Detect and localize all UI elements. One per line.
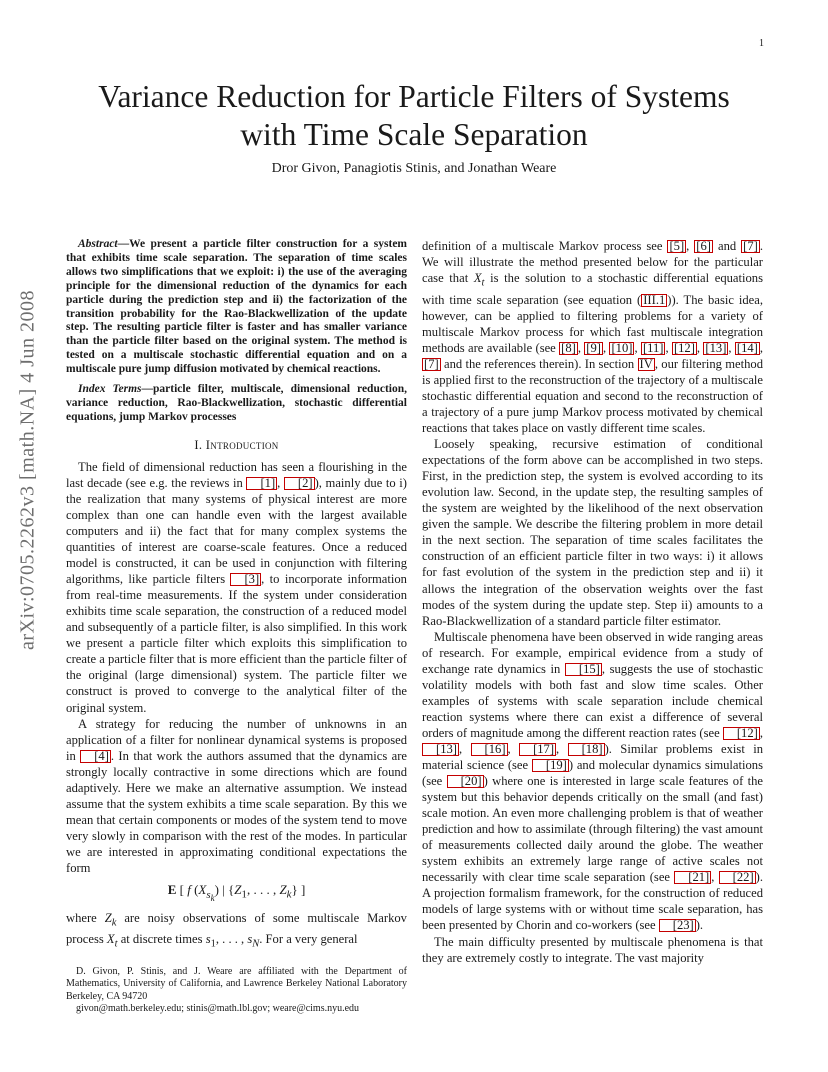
text-run: , (602, 340, 610, 355)
abstract-lead: Abstract (78, 238, 118, 250)
text-run: ) where one is interested in large scale features of the system but this behavior depends critically on the small (and fast) scale motion. An even more challenging problem is that of weather prediction and how to assimilate (through filtering) the vast amount of measurements collected daily around the globe. The weather system exhibits an extremely large range of active scales not necessarily with clear time scale separation (see (422, 774, 764, 885)
text-run: , (759, 340, 764, 355)
text-run: ). Similar problems exist in material science (see (422, 741, 764, 773)
citation-link[interactable]: [15] (565, 663, 602, 676)
paper-title (60, 78, 768, 154)
section-title: Introduction (205, 437, 279, 452)
intro-paragraph-5: Loosely speaking, recursive estimation of conditional expectations of the form above can be accomplished in two steps. First, in the prediction step, the system is evolved according to its evolution law. Second, in the update step, the resulting samples of the system are weighted by the likelihood of the next observation given the sample. We describe the filtering problem in more detail in the next section. The separation of time scales facilitates the construction of an efficient particle filter in two ways: i) it allows for fast evolution of the system in the prediction step and ii) it allows the integration of the observation weights over the fast modes of the system during the update step. Step ii) amounts to a Rao-Blackwellization of a standard particle filter estimator. (422, 437, 763, 628)
citation-link[interactable]: [14] (736, 340, 758, 355)
citation-link[interactable]: [8] (561, 340, 576, 355)
footnote-affiliation: D. Givon, P. Stinis, and J. Weare are affiliated with the Department of Mathematics, University of California, and Lawrence Berkeley National Laboratory Berkeley, CA 94720 (66, 966, 407, 1002)
text-run: ), mainly due to i) the realization that many systems of physical interest are more complex than one can handle even with the largest available computers and ii) the fact that for many complex systems the quantities of interest are coarse-scale features. Once a reduced model is constructed, it can be used in conjunction with filtering algorithms, like particle filters (66, 475, 407, 587)
text-run: , (696, 340, 704, 355)
intro-paragraph-6 (422, 629, 763, 934)
footnote (66, 966, 407, 1016)
text-run: and (712, 239, 742, 253)
citation-link[interactable]: [2] (284, 477, 315, 490)
section-link[interactable]: IV (639, 356, 653, 371)
text-run: ). A projection formalism framework, for the construction of reduced models of large systems with or without time scale separation, has been presented by Chorin and co-workers (see (422, 870, 763, 933)
citation-link[interactable]: [6] (696, 239, 711, 253)
math-xt: $X_t$ (473, 271, 485, 289)
text-run: , (711, 870, 719, 885)
text-run: )). The basic idea, however, can be applied to filtering problems for a variety of multiscale Markov process for which fast multiscale integration methods are available (see (422, 292, 763, 355)
text-run: , (728, 340, 735, 355)
text-run: is the solution to a stochastic differential equations with time scale separation (see equation ( (422, 271, 763, 307)
citation-link[interactable]: [23] (659, 919, 696, 932)
citation-link[interactable]: [13] (705, 340, 727, 355)
text-run: ). (695, 918, 704, 933)
math-zk: $Z_k$ (104, 910, 117, 929)
citation-link[interactable]: [22] (719, 871, 756, 884)
text-run: at discrete times (117, 932, 206, 947)
text-run: , (507, 741, 520, 756)
index-terms-text: —particle filter, multiscale, dimensional reduction, variance reduction, Rao-Blackwellization, stochastic differential equations, jump Markov processes (66, 383, 408, 423)
math-xt: $X_t$ (106, 932, 118, 950)
arxiv-stamp-text: arXiv:0705.2262v3 [math.NA] 4 Jun 2008 (16, 289, 39, 651)
abstract (66, 238, 407, 377)
citation-link[interactable]: [18] (568, 743, 605, 756)
text-run: , (634, 340, 641, 355)
citation-link[interactable]: [19] (532, 759, 569, 772)
text-run: . We will illustrate the method presented below for the particular case that (422, 239, 763, 286)
intro-paragraph-3: where $Z_k$ are noisy observations of some multiscale Markov process $X_t$ at discrete times $s_1$, . . . , $s_N$. For a very general (66, 910, 407, 950)
authors: Dror Givon, Panagiotis Stinis, and Jonathan Weare (271, 161, 557, 176)
citation-link[interactable]: [13] (422, 743, 459, 756)
text-run: , (277, 475, 284, 490)
text-run: , (665, 340, 672, 355)
text-run: where (66, 910, 105, 925)
text-run: , (759, 725, 763, 740)
citation-link[interactable]: [12] (673, 340, 695, 355)
citation-link[interactable]: [16] (471, 743, 508, 756)
citation-link[interactable]: [12] (723, 727, 760, 740)
citation-link[interactable]: [7] (743, 239, 758, 253)
text-run: . For a very general (259, 932, 358, 947)
citation-link[interactable]: [7] (424, 356, 439, 371)
index-terms-lead: Index Terms (78, 383, 142, 396)
text-run: , our filtering method is applied first to the reconstruction of the trajectory of a multiscale stochastic differential equation and second to the reconstruction of a trajectory of a pure jump Markov process motivated by chemical reactions that takes place on vastly different time scales. (422, 356, 763, 436)
text-run: are noisy observations of some multiscale Markov process (66, 910, 407, 947)
math-s: s (205, 932, 211, 947)
equation-conditional-expectation: E [ f $(X_{s_k})$ | {$Z_1$, . . . , $Z_k$} ] (167, 882, 306, 903)
citation-link[interactable]: [5] (669, 239, 685, 253)
text-run: , suggests the use of stochastic volatility models with both fast and slow time scales. Other examples of systems with scale separation include chemical reaction systems where there can exist a difference of several orders of magnitude among the different reaction rates (see (422, 661, 763, 740)
text-run: definition of a multiscale Markov process see (422, 239, 668, 253)
text-run: , to incorporate information from real-time measurements. If the system under consideration exhibits time scale separation, the construction of a reduced model and subsequently of a particle filter, is also simplified. In this work we present a particle filter which exploits this simplification to create a particle filter that is more efficient than the particle filter of the original (large dimensional) system. The particle filter we construct is proved to converge to the analytical filter of the original system. (66, 572, 407, 715)
citation-link[interactable]: [20] (447, 775, 484, 788)
citation-link[interactable]: [4] (80, 750, 111, 763)
left-column (66, 238, 407, 953)
citation-link[interactable]: [10] (611, 340, 633, 355)
intro-paragraph-2 (66, 716, 407, 876)
citation-link[interactable]: [11] (642, 340, 664, 355)
citation-link[interactable]: [17] (519, 743, 556, 756)
citation-link[interactable]: [1] (246, 477, 277, 490)
abstract-text: —We present a particle filter construction for a system that exhibits time scale separation. The separation of time scales allows two simplifications that we exploit: i) the use of the averaging principle for the dimensional reduction of the dynamics for each particle during the prediction step and ii) the factorization of the transition probability for the Rao-Blackwellization of the update step. The resulting particle filter is faster and has smaller variance than the particle filter based on the original system. The method is tested on a multiscale stochastic differential equation and on a multiscale pure jump diffusion motivated by chemical reactions. (66, 238, 407, 376)
text-run: , (556, 741, 568, 756)
citation-link[interactable]: [3] (230, 573, 261, 586)
title-line-2: with Time Scale Separation (240, 117, 588, 152)
citation-link[interactable]: [9] (586, 340, 601, 355)
citation-link[interactable]: [21] (674, 871, 711, 884)
text-run: , (686, 239, 695, 253)
text-run: , (458, 741, 471, 756)
right-column (422, 238, 763, 966)
index-terms (66, 383, 407, 425)
intro-paragraph-4 (422, 238, 763, 436)
text-run: ) and molecular dynamics simulations (see (422, 758, 764, 789)
intro-paragraph-1 (66, 459, 407, 716)
text-run: and the references therein). In section (440, 356, 638, 371)
equation-link[interactable]: III.1 (643, 292, 666, 307)
page-number: 1 (759, 38, 764, 49)
intro-paragraph-7: The main difficulty presented by multiscale phenomena is that they are extremely costly to integrate. The vast majority (422, 934, 763, 965)
section-number: I. (194, 437, 206, 452)
section-heading-introduction (66, 437, 407, 453)
text-run: , (577, 340, 585, 355)
footnote-emails: givon@math.berkeley.edu; stinis@math.lbl.gov; weare@cims.nyu.edu (76, 1003, 360, 1015)
title-line-1: Variance Reduction for Particle Filters of Systems (98, 79, 730, 114)
text-run: A strategy for reducing the number of unknowns in an application of a filter for nonlinear dynamical systems is proposed in (66, 716, 407, 763)
text-run: The field of dimensional reduction has seen a flourishing in the last decade (see e.g. the reviews in (66, 459, 407, 490)
text-run: Multiscale phenomena have been observed in wide ranging areas of research. For example, empirical evidence from a study of exchange rate dynamics in (422, 629, 763, 676)
text-run: . In that work the authors assumed that the dynamics are strongly locally contractive in some directions which are found adaptively. Here we make an alternative assumption. We instead assume that the system exhibits a time scale separation. By this we mean that certain components or modes of the system tend to move very slowly in comparison with the rest of the modes. In particular we are interested in approximating conditional expectations the form (66, 748, 407, 875)
